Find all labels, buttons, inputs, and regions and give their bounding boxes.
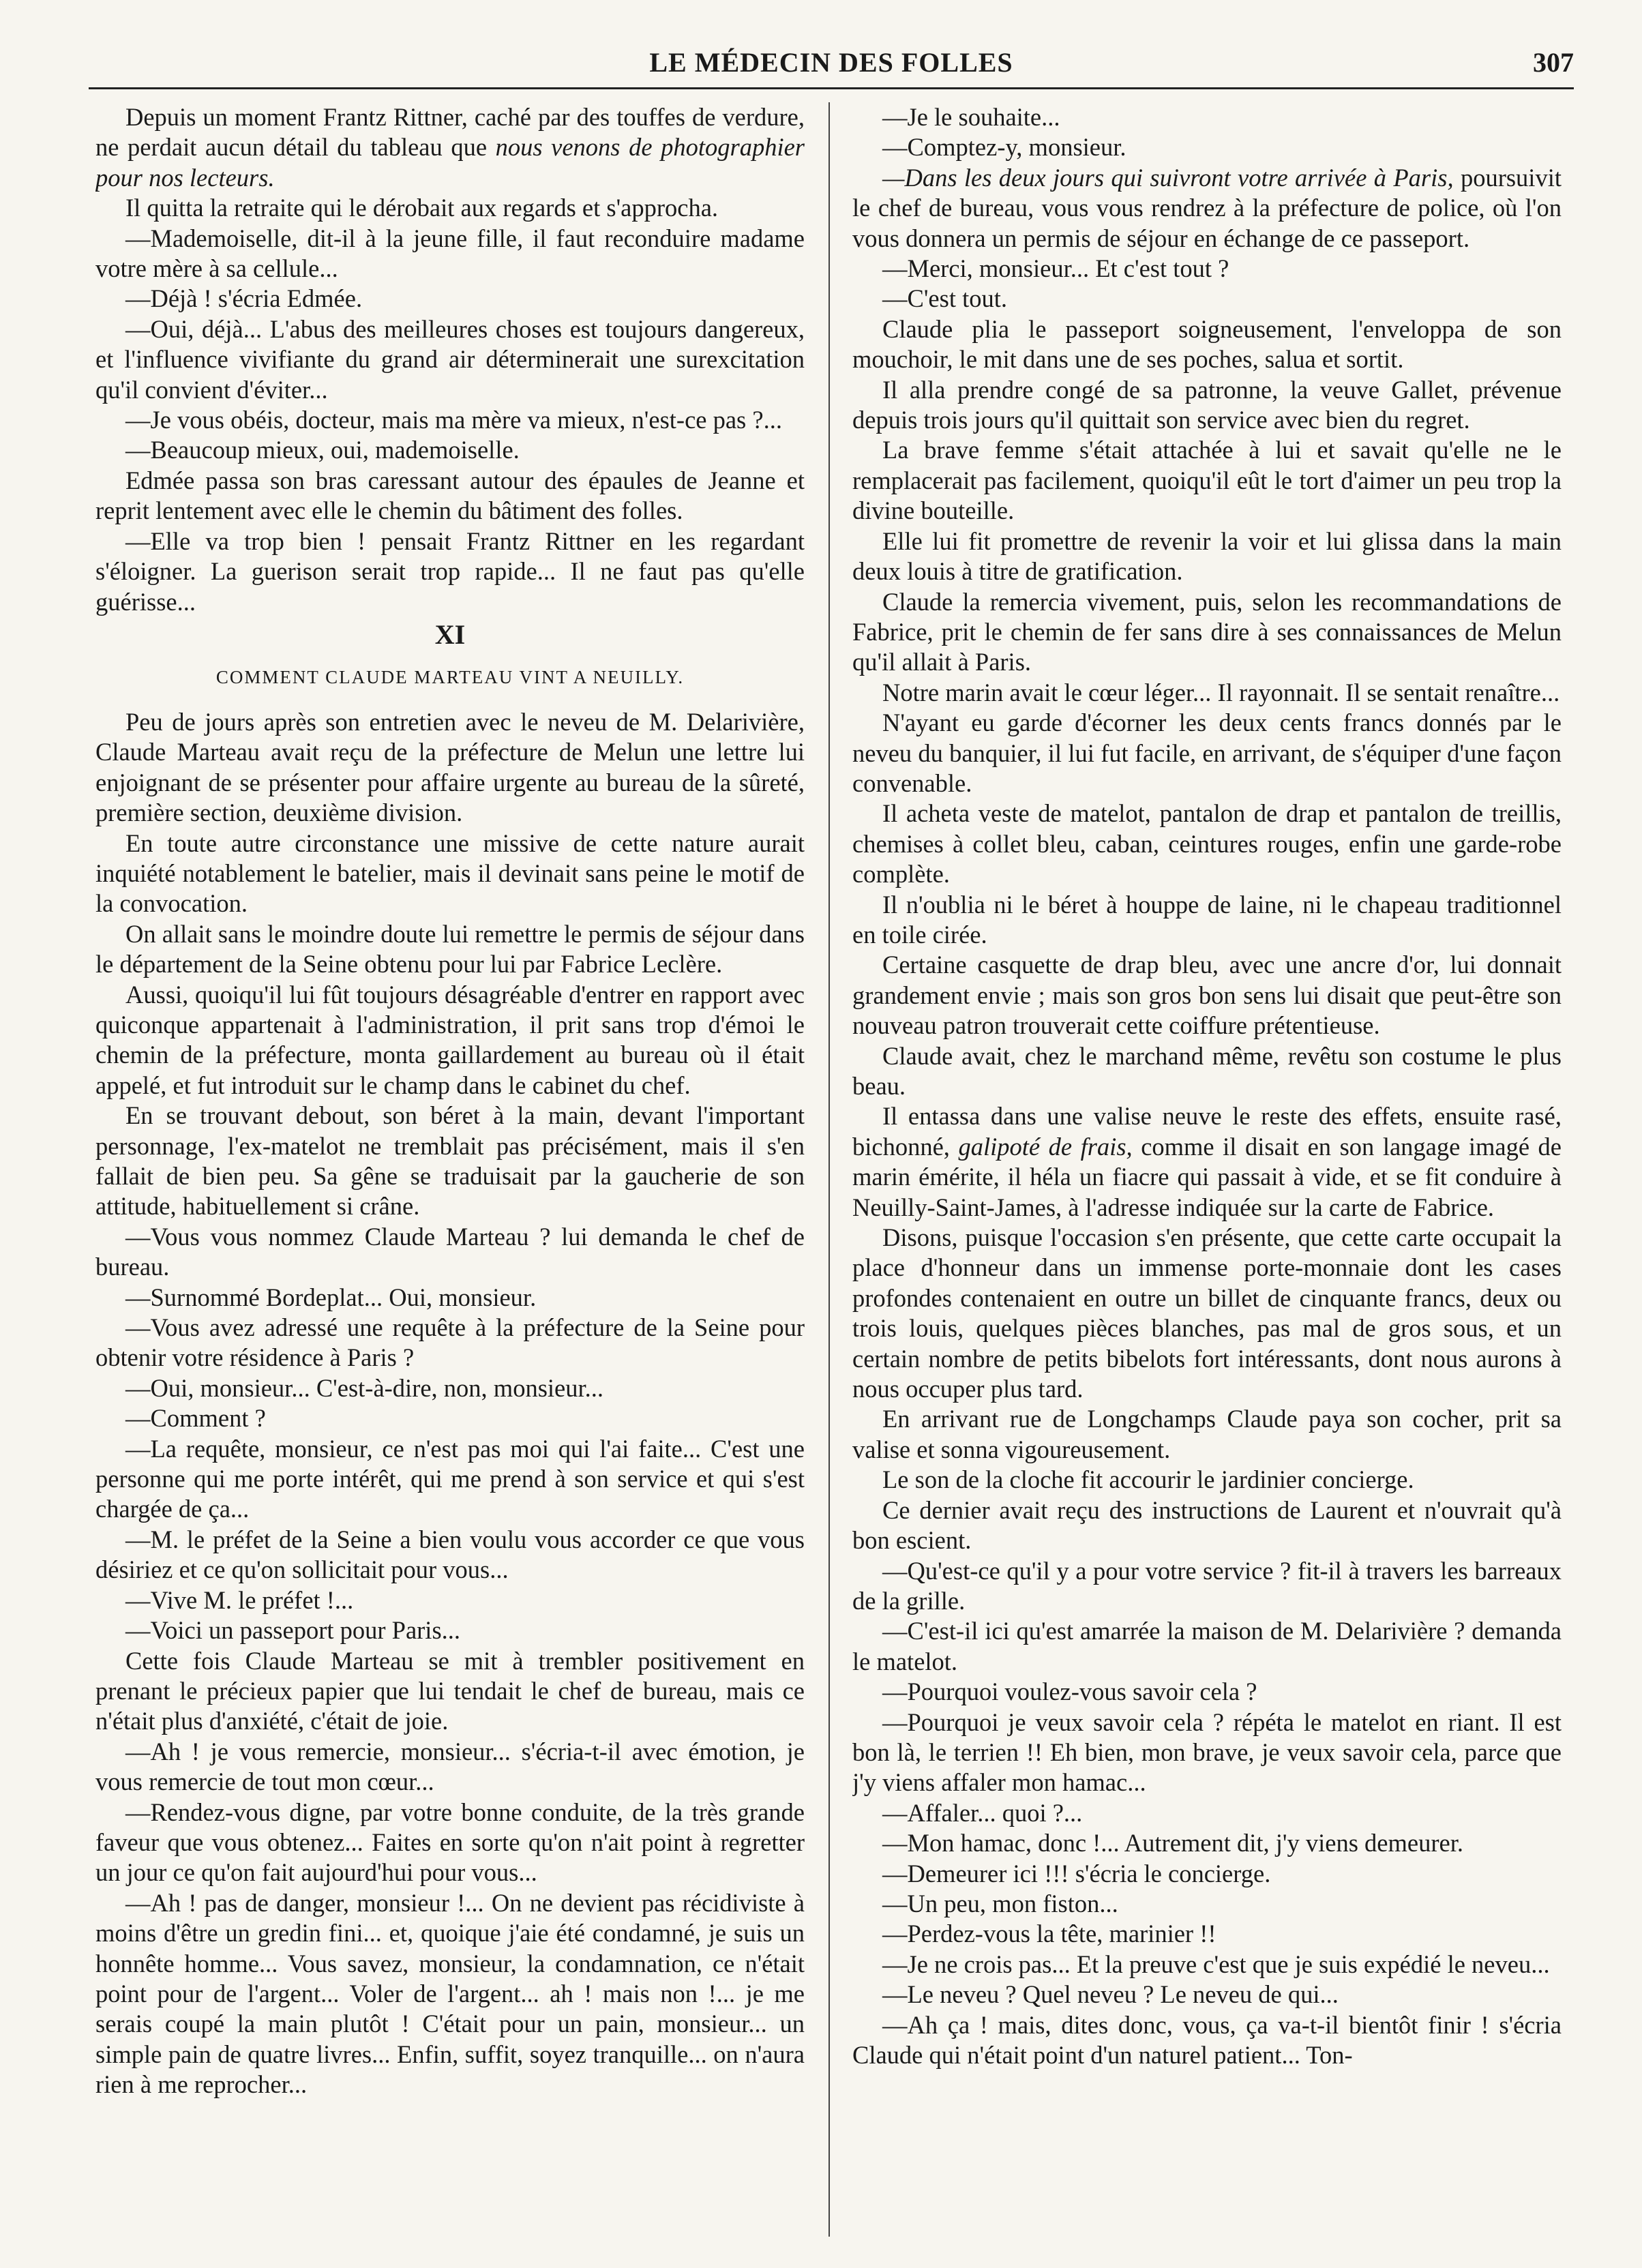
paragraph: —Pourquoi voulez-vous savoir cela ? [882,1677,1257,1706]
running-title: LE MÉDECIN DES FOLLES [649,47,1013,78]
paragraph: —Vous avez adressé une requête à la préfecture de la Seine pour obtenir votre résidence à Paris ? [95,1313,805,1372]
paragraph: —Je ne crois pas... Et la preuve c'est que je suis expédié le neveu... [882,1950,1550,1978]
paragraph: Peu de jours après son entretien avec le neveu de M. Delarivière, Claude Marteau avait reçu de la préfecture de Melun une lettre lui enjoignant de se présenter pour affaire urgente au bureau de la sûreté, première section, deuxième division. [95,707,805,827]
page-number: 307 [1533,47,1574,78]
paragraph: Il n'oublia ni le béret à houppe de laine, ni le chapeau traditionnel en toile cirée. [852,890,1562,949]
paragraph: En arrivant rue de Longchamps Claude paya son cocher, prit sa valise et sonna vigoureusement. [852,1405,1562,1463]
paragraph: —C'est-il ici qu'est amarrée la maison de M. Delarivière ? demanda le matelot. [852,1617,1562,1675]
paragraph: Ce dernier avait reçu des instructions de Laurent et n'ouvrait qu'à bon escient. [852,1495,1562,1555]
paragraph: —Vive M. le préfet !... [125,1585,354,1614]
paragraph [852,1101,1562,1223]
right-column [852,102,1562,2237]
paragraph: —La requête, monsieur, ce n'est pas moi qui l'ai faite... C'est une personne qui me porte intérêt, qui me prend à son service et qui s'est chargée de ça... [95,1434,805,1523]
paragraph: Claude avait, chez le marchand même, revêtu son costume le plus beau. [852,1041,1562,1100]
paragraph: Claude la remercia vivement, puis, selon les recommandations de Fabrice, prit le chemin de fer sans dire à ses connaissances de Melun qu'il allait à Paris. [852,587,1562,676]
paragraph: Certaine casquette de drap bleu, avec une ancre d'or, lui donnait grandement envie ; mais son gros bon sens lui disait que peut-être son nouveau patron trouverait cette coiffure prétentieuse. [852,951,1562,1040]
paragraph: On allait sans le moindre doute lui remettre le permis de séjour dans le département de la Seine obtenu pour lui par Fabrice Leclère. [95,919,805,979]
paragraph: —Je le souhaite... [882,103,1060,131]
paragraph: Aussi, quoiqu'il lui fût toujours désagréable d'entrer en rapport avec quiconque appartenait à l'administration, il prit sans trop d'émoi le chemin de la préfecture, monta gaillardement au bureau où il était appelé, et fut introduit sur le champ dans le cabinet du chef. [95,980,805,1099]
text-run: comme il disait en son langage imagé de marin émérite, il héla un fiacre qui passait à vide, et se fit conduire à Neuilly-Saint-James, à l'adresse indiquée sur la carte de Fabrice. [852,1132,1562,1221]
text-run: Depuis un moment Frantz Rittner, caché par des touffes de verdure, ne perdait aucun détail du tableau que [95,103,805,162]
text-run: Il entassa dans une valise neuve le reste des effets, ensuite rasé, bichonné, [852,1102,1562,1161]
paragraph: —Mon hamac, donc !... Autrement dit, j'y viens demeurer. [882,1829,1463,1857]
paragraph: —M. le préfet de la Seine a bien voulu vous accorder ce que vous désiriez et ce qu'on sollicitait pour vous... [95,1525,805,1584]
paragraph: —Oui, monsieur... C'est-à-dire, non, monsieur... [125,1373,604,1402]
chapter-number: XI [434,618,466,650]
italic-text: nous venons de photographier pour nos lecteurs. [95,133,805,192]
paragraph: Le son de la cloche fit accourir le jardinier concierge. [882,1465,1414,1494]
paragraph: —Ah ! je vous remercie, monsieur... s'écria-t-il avec émotion, je vous remercie de tout mon cœur... [95,1737,805,1796]
column-rule [829,102,830,2237]
paragraph: —Le neveu ? Quel neveu ? Le neveu de qui... [882,1980,1339,2009]
paragraph: En se trouvant debout, son béret à la main, devant l'important personnage, l'ex-matelot ne tremblait pas précisément, mais il s'en fallait de bien peu. Sa gêne se traduisait par la gaucherie de son attitude, habituellement si crâne. [95,1101,805,1221]
text-run: poursuivit le chef de bureau, vous vous rendrez à la préfecture de police, où l'on vous donnera un permis de séjour en échange de ce passeport. [852,163,1562,252]
paragraph: Disons, puisque l'occasion s'en présente, que cette carte occupait la place d'honneur dans un immense porte-monnaie dont les cases profondes contenaient en outre un billet de cinquante francs, deux ou trois louis, quelques pièces blanches, pas mal de gros sous, et un certain nombre de petits bibelots fort intéressants, dont nous aurons à nous occuper plus tard. [852,1223,1562,1403]
paragraph: —Comment ? [125,1404,266,1433]
paragraph: —Comptez-y, monsieur. [882,133,1126,162]
paragraph: —Ah ! pas de danger, monsieur !... On ne devient pas récidiviste à moins d'être un gredin fini... et, quoique j'aie été condamné, je suis un honnête homme... Vous savez, monsieur, la condamnation, ce n'était point pour de l'argent... Voler de l'argent... ah ! mais non !... je me serais coupé la main plutôt ! C'était pour un pain, monsieur... un simple pain de quatre livres... Enfin, suffit, soyez tranquille... on n'aura rien à me reprocher... [95,1888,805,2099]
paragraph [95,102,805,193]
paragraph: —Je vous obéis, docteur, mais ma mère va mieux, n'est-ce pas ?... [125,406,782,434]
paragraph: —Elle va trop bien ! pensait Frantz Rittner en les regardant s'éloigner. La guerison serait trop rapide... Il ne faut pas qu'elle guérisse... [95,526,805,616]
left-column [95,102,805,2237]
italic-text: —Dans les deux jours qui suivront votre arrivée à Paris, [882,163,1454,192]
paragraph: —Perdez-vous la tête, marinier !! [882,1920,1216,1948]
paragraph: Notre marin avait le cœur léger... Il rayonnait. Il se sentait renaître... [882,678,1560,706]
paragraph: Elle lui fit promettre de revenir la voir et lui glissa dans la main deux louis à titre de gratification. [852,526,1562,586]
paragraph: N'ayant eu garde d'écorner les deux cents francs donnés par le neveu du banquier, il lui fut facile, en arrivant, de s'équiper d'une façon convenable. [852,708,1562,797]
paragraph: La brave femme s'était attachée à lui et savait qu'elle ne le remplacerait pas facilement, quoiqu'il eût le tort d'aimer un peu trop la divine bouteille. [852,436,1562,525]
paragraph [852,163,1562,254]
paragraph: Edmée passa son bras caressant autour des épaules de Jeanne et reprit lentement avec elle le chemin du bâtiment des folles. [95,466,805,525]
paragraph: —Beaucoup mieux, oui, mademoiselle. [125,436,520,464]
paragraph: —Déjà ! s'écria Edmée. [125,284,363,313]
paragraph: —C'est tout. [882,284,1007,313]
paragraph: —Mademoiselle, dit-il à la jeune fille, il faut reconduire madame votre mère à sa cellule... [95,224,805,283]
italic-text: galipoté de frais, [958,1132,1133,1161]
paragraph: En toute autre circonstance une missive de cette nature aurait inquiété notablement le batelier, mais il devinait sans peine le motif de la convocation. [95,829,805,918]
paragraph: Cette fois Claude Marteau se mit à trembler positivement en prenant le précieux papier que lui tendait le chef de bureau, mais ce n'était plus d'anxiété, c'était de joie. [95,1646,805,1735]
paragraph: —Vous vous nommez Claude Marteau ? lui demanda le chef de bureau. [95,1222,805,1281]
paragraph: Il quitta la retraite qui le dérobait aux regards et s'approcha. [125,194,719,222]
paragraph: —Demeurer ici !!! s'écria le concierge. [882,1859,1271,1887]
paragraph: —Oui, déjà... L'abus des meilleures choses est toujours dangereux, et l'influence vivifiante du grand air déterminerait une surexcitation qu'il convient d'éviter... [95,314,805,404]
paragraph: —Un peu, mon fiston... [882,1889,1118,1918]
paragraph: Il acheta veste de matelot, pantalon de drap et pantalon de treillis, chemises à collet bleu, caban, ceintures rouges, enfin une garde-robe complète. [852,799,1562,889]
paragraph: Il alla prendre congé de sa patronne, la veuve Gallet, prévenue depuis trois jours qu'il quittait son service avec bien du regret. [852,375,1562,434]
chapter-title: COMMENT CLAUDE MARTEAU VINT A NEUILLY. [215,666,685,687]
paragraph: —Voici un passeport pour Paris... [125,1616,461,1645]
paragraph: —Rendez-vous digne, par votre bonne conduite, de la très grande faveur que vous obtenez... Faites en sorte qu'on n'ait point à regretter un jour ce qu'on fait aujourd'hui pour vous... [95,1797,805,1887]
paragraph: —Ah ça ! mais, dites donc, vous, ça va-t-il bientôt finir ! s'écria Claude qui n'était point d'un naturel patient... Ton- [852,2010,1562,2069]
running-head [89,46,1574,89]
paragraph: —Merci, monsieur... Et c'est tout ? [882,254,1229,283]
paragraph: —Pourquoi je veux savoir cela ? répéta le matelot en riant. Il est bon là, le terrien !! Eh bien, mon brave, je veux savoir cela, parce que j'y viens affaler mon hamac... [852,1707,1562,1797]
paragraph: Claude plia le passeport soigneusement, l'enveloppa de son mouchoir, le mit dans une de ses poches, salua et sortit. [852,314,1562,374]
paragraph: —Surnommé Bordeplat... Oui, monsieur. [125,1283,537,1311]
paragraph: —Affaler... quoi ?... [882,1798,1083,1827]
paragraph: —Qu'est-ce qu'il y a pour votre service ? fit-il à travers les barreaux de la grille. [852,1556,1562,1615]
